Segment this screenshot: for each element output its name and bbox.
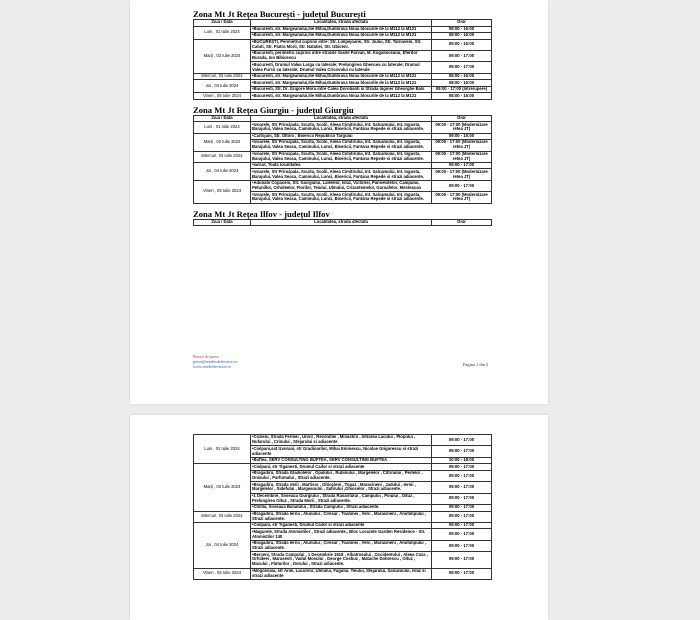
location-cell: •Bragadiru, Strada Gladiolelor , Opalului , Rubinului , Margelelor , Citrinului , Perlelor , Onixului , Parfumului , Strazi adiacente. bbox=[251, 470, 432, 481]
location-cell: •Bucuresti, str. Margeanului,Ilie Mihai,Dumbrava Noua blocurile de la M112 la M121 bbox=[251, 73, 432, 80]
hours-cell: 09:00 - 17:00 bbox=[432, 529, 492, 540]
hours-cell: 09:00 - 17:00 bbox=[432, 180, 492, 191]
location-cell: •Bragadiru, Strada Verii , Martisor , Ghiocleni , Topaz , Maracineni , Jadului , Iernii , Margelelor , Sidefului , Margeanului , Safirului ,Ghiocelor , Strazi adiacente. bbox=[251, 482, 432, 493]
document-page-2 bbox=[130, 415, 548, 620]
date-cell: Marți , 02 Iulie 2024 bbox=[194, 39, 251, 73]
hours-cell: 09:00 - 17:00 (Modernizare retea JT) bbox=[432, 169, 492, 180]
location-cell: •Bucuresti, str. Margeanului,Ilie Mihai,Dumbrava Noua blocurile de la M112 la M121 bbox=[251, 80, 432, 87]
header-hours: Orar bbox=[432, 115, 492, 122]
header-hours: Orar bbox=[432, 219, 492, 226]
outage-table-giurgiu bbox=[193, 115, 492, 204]
hours-cell: 09:00 - 17:00 (Modernizare retea JT) bbox=[432, 122, 492, 133]
footer-brand: Biroul de presa bbox=[193, 354, 219, 359]
location-cell: •Ivoarele, Str Principala, Scurta, Scolii, Aleea Cimitirului, Int. Salcamului, Int. Ingusta, Barajului, Valea Seaca, Caminului, Lunci, Bisericii, Fantana Repede si strazi adiacente. bbox=[251, 151, 432, 162]
hours-cell: 10:00 - 18:00 bbox=[432, 457, 492, 464]
hours-cell: 09:00 - 17:00 bbox=[432, 482, 492, 493]
hours-cell: 09:00 - 17:00 bbox=[432, 446, 492, 457]
header-date: Ziua / Data bbox=[194, 219, 251, 226]
hours-cell: 09:00 - 17:00 bbox=[432, 511, 492, 522]
location-cell: •Iancul, Toata localitatea bbox=[251, 162, 432, 169]
hours-cell: 09:00 - 17:00 bbox=[432, 435, 492, 446]
date-cell: Luni , 01 Iulie 2024 bbox=[194, 122, 251, 133]
date-cell: Luni , 01 Iulie 2024 bbox=[194, 26, 251, 39]
location-cell: •Bragadiru, Strada Iernii , Alunului , Ciresar , Toamnei , Verii , Maracineni , Anotimpului , Strazi adiacente. bbox=[251, 540, 432, 551]
hours-cell: 08:00 - 16:00 bbox=[432, 80, 492, 87]
table-row bbox=[194, 122, 492, 133]
header-location: Localitatea, strada afectata bbox=[251, 20, 432, 27]
header-date: Ziua / Data bbox=[194, 115, 251, 122]
section-title-ilfov: Zona Mt Jt Rețea Ilfov - județul Ilfov bbox=[193, 208, 330, 219]
table-row bbox=[194, 93, 492, 100]
outage-table-ilfov bbox=[193, 434, 492, 580]
hours-cell: 09:00 - 17:00 bbox=[432, 505, 492, 512]
hours-cell: 09:00 - 17:00 (Modernizare retea JT) bbox=[432, 151, 492, 162]
location-cell: •Cozieni, Strada Fermei , Unirii , Revolutiei , Minastirii , Intrarea Lacului , Plopului , Nufarului , Crinului , Stejarului si adiacente bbox=[251, 435, 432, 446]
location-cell: •Magurele, Strada Atomistilor , Strazi adiacente., Bloc Locuinte Garden Residence - Str. Atomistilor 140 bbox=[251, 529, 432, 540]
section-title-bucuresti: Zona Mt Jt Rețea București - județul București bbox=[193, 9, 366, 19]
date-cell: Vineri , 05 Iulie 2024 bbox=[194, 180, 251, 203]
hours-cell: 09:00 - 17:00 bbox=[432, 552, 492, 568]
date-cell: Miercuri, 03 Iulie 2024 bbox=[194, 151, 251, 162]
location-cell: •1 Decembrie, Soseaua Giurgiului , Strada Rasaritului , Campului , Pinului , Oituz , Prelungirea Oituz , Strada Morii , Strazi adiacente. bbox=[251, 493, 432, 504]
hours-cell: 08:00 - 16:00 bbox=[432, 33, 492, 40]
footer-email-link[interactable]: presa@retelesdelectrice.ro bbox=[193, 359, 238, 364]
location-cell: •Cartojani, Str. Oltoni ; Bisericii Republicii Targului bbox=[251, 133, 432, 140]
location-cell: •Bucuresti, Drumul Valea Larga cu laterale; Prelungirea Ghencea cu laterale; Drumul Valea Furcii cu laterale; Drumul Valea Cricovului cu laterale bbox=[251, 62, 432, 73]
location-cell: •Bucuresti, str. Margeanului,Ilie Mihai,Dumbrava Noua blocurile de la M112 la M121 bbox=[251, 26, 432, 33]
table-row bbox=[194, 511, 492, 522]
location-cell: •BUCUREȘTI, Perimetrul cuprins intre: Str. Limpejoarei, Str. Jiului, Str. Tarnaveni, Str. Caluti, Str. Piatra Morii, Str. Natatiei, Str. Izbiceni. bbox=[251, 39, 432, 50]
table-row bbox=[194, 151, 492, 162]
page-content bbox=[193, 434, 492, 580]
date-cell: Miercuri, 03 Iulie 2024 bbox=[194, 73, 251, 80]
header-hours: Orar bbox=[432, 20, 492, 27]
table-row bbox=[194, 568, 492, 579]
location-cell: •Adunatii Copaceni, Str. Giurgiului, Lalelelor, Islaz, Victoriei, Panselutelor, Campului, Petunillor, Orhideelor, Florilor, Teiului, Ulmului, Crizantemelor, Garoafelor, Mesteacan bbox=[251, 180, 432, 191]
hours-cell: 08:00 - 16:00 bbox=[432, 73, 492, 80]
hours-cell: 09:00 - 17:00 bbox=[432, 540, 492, 551]
location-cell: •Ivoarele, Str Principala, Scurta, Scolii, Aleea Cimitirului, Int. Salcamului, Int. Ingusta, Barajului, Valea Seaca, Caminului, Lunci, Bisericii, Fantana Repede si strazi adiacente. bbox=[251, 122, 432, 133]
date-cell: Luni , 01 Iulie 2024 bbox=[194, 435, 251, 464]
date-cell: Joi , 04 Iulie 2024 bbox=[194, 162, 251, 180]
document-page-1 bbox=[130, 0, 548, 404]
hours-cell: 08:00 - 16:00 bbox=[432, 26, 492, 33]
page-footer bbox=[193, 354, 237, 369]
hours-cell: 09:00 - 17:00 bbox=[432, 470, 492, 481]
hours-cell: 09:00 - 15:00 bbox=[432, 39, 492, 50]
date-cell: Marți , 02 Iulie 2024 bbox=[194, 133, 251, 151]
hours-cell: 09:00 - 17:00 (Modernizare retea JT) bbox=[432, 140, 492, 151]
hours-cell: 09:00 - 17:00 bbox=[432, 162, 492, 169]
location-cell: •Ciolpani, str Tiganesti, Drumul Cailor si strazi adiacente bbox=[251, 522, 432, 529]
location-cell: •Bucuresti, str. Margeanului,Ilie Mihai,Dumbrava Noua blocurile de la M112 la M121 bbox=[251, 33, 432, 40]
location-cell: •Buftea, SERV CONSULTING BUFTEA, SERV CONSULTING BUFTEA bbox=[251, 457, 432, 464]
location-cell: •Ivoarele, Str Principala, Scurta, Scolii, Aleea Cimitirului, Int. Salcamului, Int. Ingusta, Barajului, Valea Seaca, Caminului, Lunci, Bisericii, Fantana Repede si strazi adiacente. bbox=[251, 169, 432, 180]
location-cell: •Ivoarele, Str Principala, Scurta, Scolii, Aleea Cimitirului, Int. Salcamului, Int. Ingusta, Barajului, Valea Seaca, Caminului, Lunci, Bisericii, Fantana Repede si strazi adiacente. bbox=[251, 140, 432, 151]
date-cell: Marți , 02 Iulie 2024 bbox=[194, 464, 251, 511]
hours-cell: 09:00 - 17:00 bbox=[432, 522, 492, 529]
location-cell: •Ciolpani, str Tiganesti, Drumul Cailor si strazi adiacente bbox=[251, 464, 432, 471]
location-cell: •Bragadiru, Strada Iernii , Alunului , Ciresar , Toamnei , Verii , Maracineni , Anotimpului , Strazi adiacente. bbox=[251, 511, 432, 522]
date-cell: Joi , 04 Iulie 2024 bbox=[194, 522, 251, 568]
location-cell: •Ciolpani,sat Izvorani, str Gradinarilor, Mihai Eminescu, Nicolae Grigorescu si strazi adiacente bbox=[251, 446, 432, 457]
page-content bbox=[193, 9, 492, 226]
hours-cell: 09:00 - 15:00 bbox=[432, 133, 492, 140]
date-cell: Vineri , 05 Iulie 2024 bbox=[194, 93, 251, 100]
location-cell: •Bucuresti, Str. Dr. Grigore Mora intre Calea Dorobanti si Strada Inginer Gheorghe Bals bbox=[251, 86, 432, 93]
location-cell: •Berceni, Strada Campului , 1 Decembrie 1918 , Albatrosului , Occidentului , Aleea Cuza , Orhideei , Marasesti , Vadul Mosului , George Cosbuc , Matache Dobrescu , Oituz , Macului , Fluturilor , Dorului , Strazi adiacente. bbox=[251, 552, 432, 568]
section-title-giurgiu: Zona Mt Jt Rețea Giurgiu - județul Giurgiu bbox=[193, 104, 354, 115]
table-header-row bbox=[194, 219, 492, 226]
hours-cell: 09:00 - 17:00 bbox=[432, 568, 492, 579]
table-row bbox=[194, 39, 492, 50]
hours-cell: 08:00 - 16:00 bbox=[432, 93, 492, 100]
header-date: Ziua / Data bbox=[194, 20, 251, 27]
location-cell: •Bucuresti, str. Margeanului,Ilie Mihai,Dumbrava Noua blocurile de la M112 la M121 bbox=[251, 93, 432, 100]
location-cell: •Bucuresti, perimetru cuprins intre strazile Vasile Parvan, M. Kogalniceanu, Eferdor Burada, Ion Bibicescu bbox=[251, 50, 432, 61]
hours-cell: 09:00 - 17:00 bbox=[432, 464, 492, 471]
outage-table-ilfov-header bbox=[193, 219, 492, 227]
location-cell: •Mogosoaia, str Ariei, Lacurilor, Ulmului, Fagului, Teiului, Stejarului, Salcamului, Islaz si strazi adiacente bbox=[251, 568, 432, 579]
location-cell: •Ivoarele, Str Principala, Scurta, Scolii, Aleea Cimitirului, Int. Salcamului, Int. Ingusta, Barajului, Valea Seaca, Caminului, Lunci, Bisericii, Fantana Repede si strazi adiacente. bbox=[251, 192, 432, 203]
page-number: Pagina 1 din 2 bbox=[463, 362, 489, 367]
hours-cell: 09:00 - 17:00 (Intrerupere) bbox=[432, 86, 492, 93]
hours-cell: 09:00 - 17:00 bbox=[432, 62, 492, 73]
header-location: Localitatea, strada afectata bbox=[251, 219, 432, 226]
table-row bbox=[194, 180, 492, 191]
footer-website-link[interactable]: www.reteleelectrice.ro bbox=[193, 364, 231, 369]
hours-cell: 09:00 - 17:00 bbox=[432, 50, 492, 61]
date-cell: Vineri , 05 Iulie 2024 bbox=[194, 568, 251, 579]
hours-cell: 09:00 - 17:00 bbox=[432, 493, 492, 504]
table-row bbox=[194, 435, 492, 446]
header-location: Localitatea, strada afectata bbox=[251, 115, 432, 122]
date-cell: Miercuri, 03 Iulie 2024 bbox=[194, 511, 251, 522]
outage-table-bucuresti bbox=[193, 19, 492, 100]
hours-cell: 09:00 - 17:00 (Modernizare retea JT) bbox=[432, 192, 492, 203]
date-cell: Joi , 04 Iulie 2024 bbox=[194, 80, 251, 93]
location-cell: •Chitila, Soseaua Banatului , Strada Campului , Strazi adiacente. bbox=[251, 505, 432, 512]
